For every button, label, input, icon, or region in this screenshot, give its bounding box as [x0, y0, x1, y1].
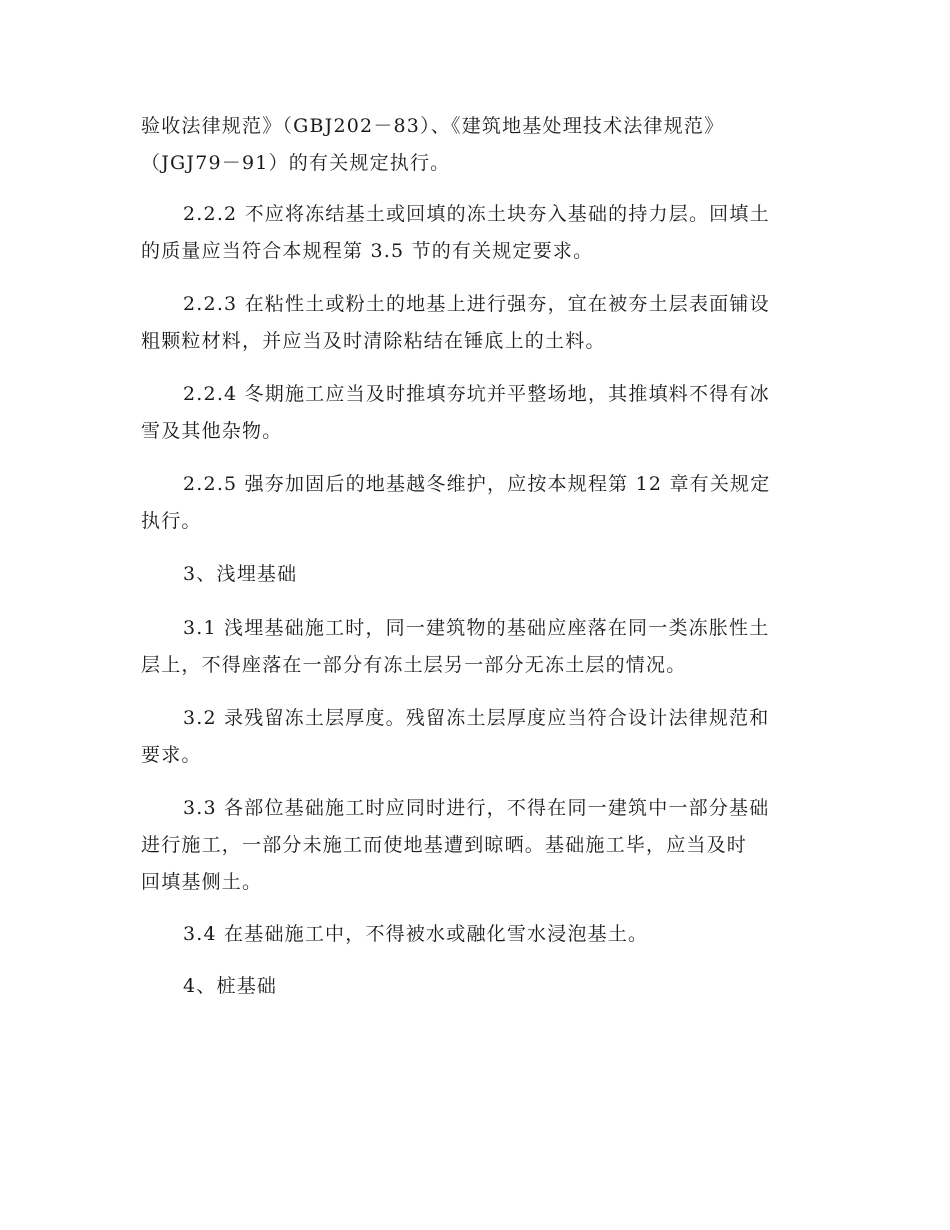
paragraph-3-1 — [141, 610, 813, 684]
paragraph-3-4 — [141, 916, 813, 953]
paragraph-2-2-3 — [141, 286, 813, 360]
text-line: 3.4 在基础施工中，不得被水或融化雪水浸泡基土。 — [183, 923, 649, 945]
text-line: 层上，不得座落在一部分有冻土层另一部分无冻土层的情况。 — [141, 654, 687, 676]
text-line: 回填基侧土。 — [141, 871, 263, 893]
paragraph-3-3 — [141, 790, 813, 901]
text-line: 要求。 — [141, 744, 202, 766]
text-line: 雪及其他杂物。 — [141, 420, 283, 442]
heading-text: 4、桩基础 — [183, 975, 278, 997]
text-line: 2.2.4 冬期施工应当及时推填夯坑并平整场地，其推填料不得有冰 — [183, 383, 770, 405]
paragraph-2-2-5 — [141, 466, 813, 540]
text-line: 3.3 各部位基础施工时应同时进行，不得在同一建筑中一部分基础 — [183, 797, 770, 819]
text-line: 进行施工，一部分未施工而使地基遭到晾晒。基础施工毕，应当及时 — [141, 834, 748, 856]
text-line: 3.1 浅埋基础施工时，同一建筑物的基础应座落在同一类冻胀性土 — [183, 617, 770, 639]
text-line: 3.2 录残留冻土层厚度。残留冻土层厚度应当符合设计法律规范和 — [183, 707, 770, 729]
text-line: （JGJ79－91）的有关规定执行。 — [141, 152, 451, 174]
text-line: 2.2.2 不应将冻结基土或回填的冻土块夯入基础的持力层。回填土 — [183, 203, 770, 225]
text-line: 验收法律规范》（GBJ202－83）、《建筑地基处理技术法律规范》 — [141, 115, 725, 137]
heading-text: 3、浅埋基础 — [183, 563, 298, 585]
text-line: 2.2.5 强夯加固后的地基越冬维护，应按本规程第 12 章有关规定 — [183, 473, 771, 495]
paragraph-2-2-2 — [141, 196, 813, 270]
text-line: 粗颗粒材料，并应当及时清除粘结在锤底上的土料。 — [141, 330, 606, 352]
paragraph-3-2 — [141, 700, 813, 774]
text-line: 的质量应当符合本规程第 3.5 节的有关规定要求。 — [141, 240, 594, 262]
section-heading-shallow-foundation — [141, 556, 813, 593]
text-line: 执行。 — [141, 510, 202, 532]
text-line: 2.2.3 在粘性土或粉土的地基上进行强夯，宜在被夯土层表面铺设 — [183, 293, 770, 315]
section-heading-pile-foundation — [141, 968, 813, 1005]
paragraph-2-2-4 — [141, 376, 813, 450]
paragraph-continued-specs — [141, 108, 813, 182]
